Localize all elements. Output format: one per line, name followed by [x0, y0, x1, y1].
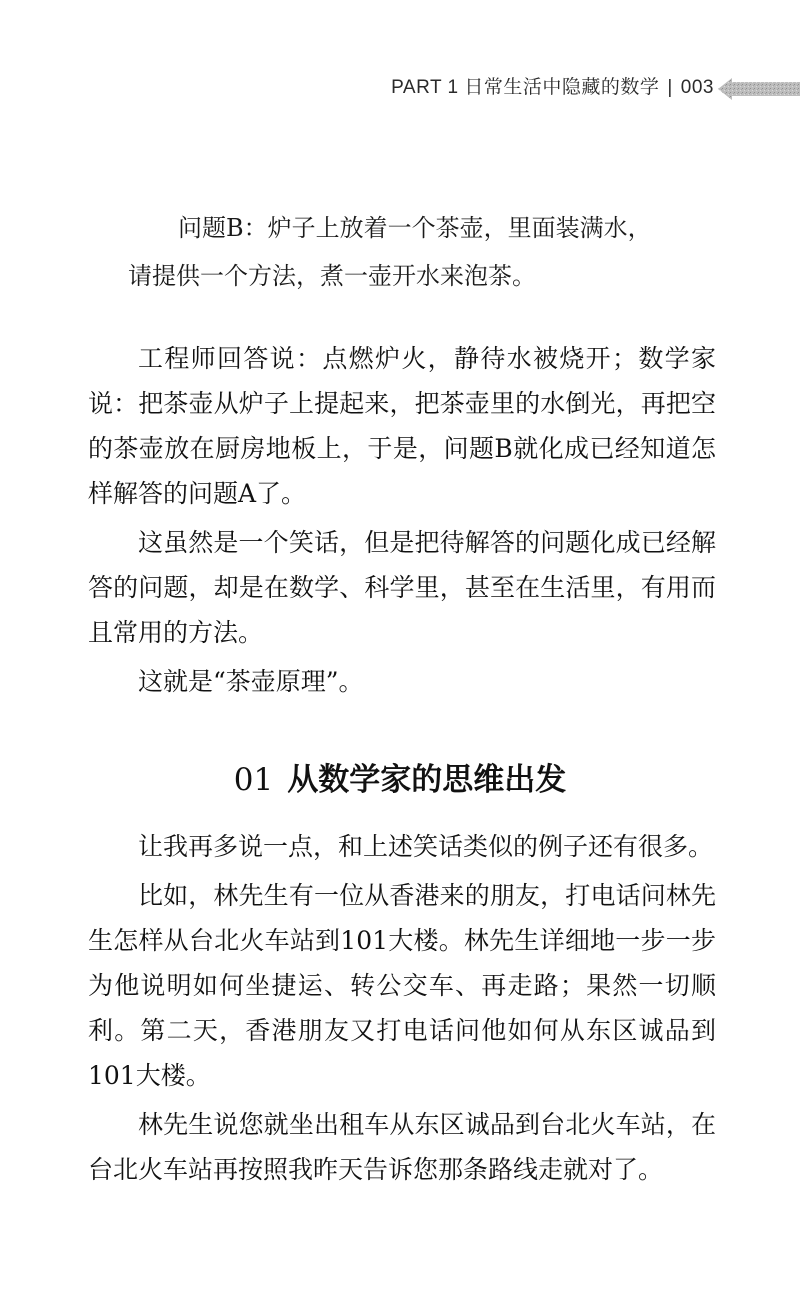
paragraph: 让我再多说一点，和上述笑话类似的例子还有很多。 — [138, 832, 714, 861]
page-arrow-tab-icon — [718, 76, 800, 102]
section-title-text: 从数学家的思维出发 — [287, 762, 567, 798]
header-page-number: 003 — [680, 77, 714, 98]
problem-line-2: 请提供一个方法，煮一壶开水来泡茶。 — [128, 262, 536, 290]
problem-line-1: 问题B：炉子上放着一个茶壶，里面装满水， — [178, 214, 652, 242]
section-heading — [0, 758, 800, 802]
header-separator: | — [667, 77, 673, 98]
paragraph: 林先生说您就坐出租车从东区诚品到台北火车站，在台北火车站再按照我昨天告诉您那条路线走就对了。 — [88, 1110, 716, 1184]
paragraph: 比如，林先生有一位从香港来的朋友，打电话问林先生怎样从台北火车站到101大楼。林先生详细地一步一步为他说明如何坐捷运、转公交车、再走路；果然一切顺利。第二天，香港朋友又打电话问他如何从东区诚品到101大楼。 — [88, 881, 716, 1090]
paragraph: 这就是“茶壶原理”。 — [138, 667, 364, 696]
problem-b-quote — [100, 204, 720, 300]
running-header — [391, 76, 714, 100]
paragraph: 工程师回答说：点燃炉火，静待水被烧开；数学家说：把茶壶从炉子上提起来，把茶壶里的水倒光，再把空的茶壶放在厨房地板上，于是，问题B就化成已经知道怎样解答的问题A了。 — [88, 344, 716, 508]
body-block-bottom — [88, 824, 716, 1196]
paragraph: 这虽然是一个笑话，但是把待解答的问题化成已经解答的问题，却是在数学、科学里，甚至在生活里，有用而且常用的方法。 — [88, 528, 716, 647]
section-number: 01 — [233, 762, 274, 798]
header-part-title: PART 1 日常生活中隐藏的数学 — [391, 77, 660, 98]
body-block-top — [88, 336, 716, 708]
